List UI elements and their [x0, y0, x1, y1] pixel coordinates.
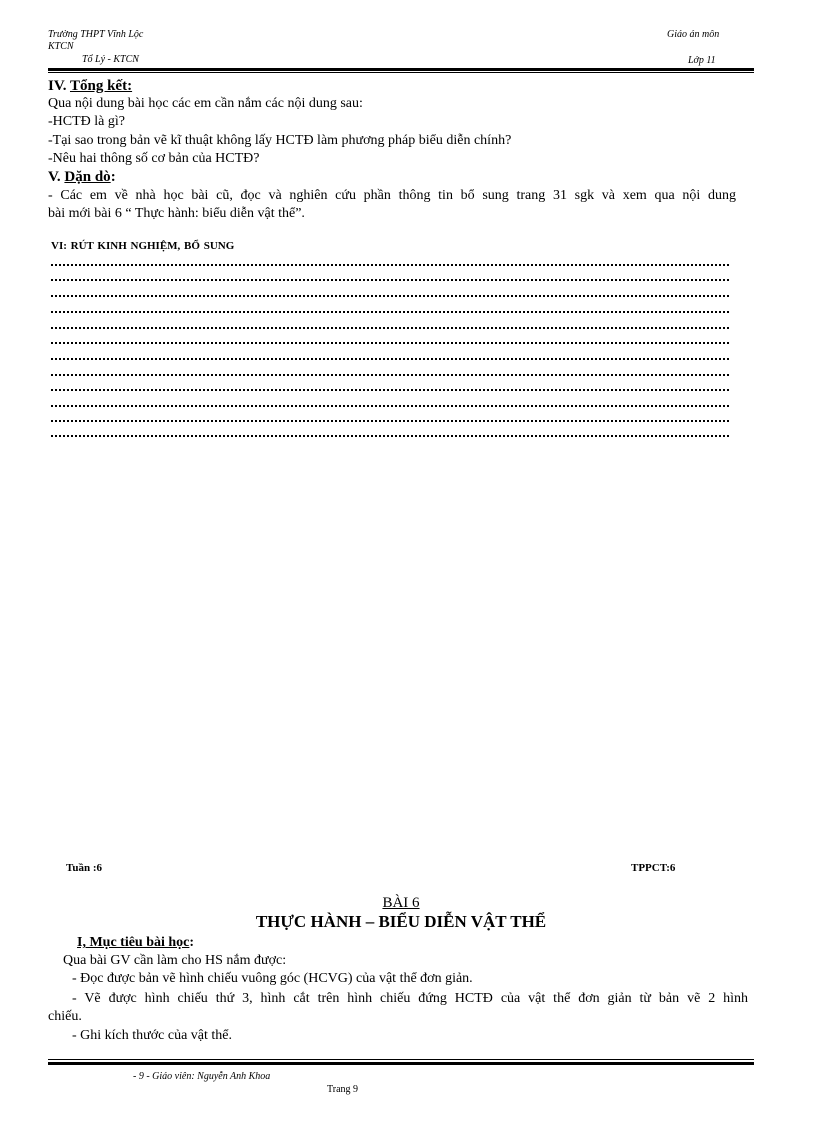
- section-v-line-1: - Các em về nhà học bài cũ, đọc và nghiên cứu phần thông tin bổ sung trang 31 sgk và xem qua nội dung: [48, 188, 736, 203]
- section-v-line-2: bài mới bài 6 “ Thực hành: biểu diễn vật thể”.: [48, 206, 305, 221]
- section-v-heading: [48, 168, 116, 186]
- section-iv-number: IV.: [48, 78, 67, 94]
- notes-line: [51, 295, 729, 297]
- section-iv-item-1: -HCTĐ là gì?: [48, 114, 125, 129]
- objective-2-line-1: - Vẽ được hình chiếu thứ 3, hình cắt trên hình chiếu đứng HCTĐ của vật thể đơn giản từ bản vẽ 2 hình: [72, 991, 748, 1006]
- lesson-number-text: BÀI 6: [382, 895, 420, 911]
- objectives-title: I, Mục tiêu bài học: [77, 935, 190, 950]
- objective-3: - Ghi kích thước của vật thể.: [72, 1028, 232, 1043]
- section-iv-heading: [48, 77, 132, 95]
- section-v-title: Dặn dò: [64, 169, 111, 185]
- week-label: Tuần :6: [66, 862, 102, 874]
- notes-line: [51, 389, 729, 391]
- section-v-colon: :: [110, 169, 116, 185]
- footer-rule-thin: [48, 1059, 754, 1060]
- section-v-number: V.: [48, 169, 61, 185]
- notes-line: [51, 264, 729, 266]
- objective-1: - Đọc được bản vẽ hình chiếu vuông góc (HCVG) của vật thể đơn giản.: [72, 971, 473, 986]
- teacher-name: - 9 - Giáo viên: Nguyễn Anh Khoa: [133, 1071, 271, 1082]
- section-iv-item-2: -Tại sao trong bản vẽ kĩ thuật không lấy HCTĐ làm phương pháp biểu diễn chính?: [48, 133, 512, 148]
- objectives-intro: Qua bài GV cần làm cho HS nắm được:: [63, 953, 287, 968]
- section-iv-title: Tổng kết:: [69, 78, 133, 94]
- school-name: Trường THPT Vĩnh Lộc: [48, 29, 144, 40]
- notes-line: [51, 435, 729, 437]
- footer-rule-thick: [48, 1062, 754, 1065]
- notes-line: [51, 311, 729, 313]
- notes-line: [51, 342, 729, 344]
- department: KTCN: [48, 41, 74, 52]
- lesson-title: THỰC HÀNH – BIỂU DIỄN VẬT THỂ: [255, 912, 547, 931]
- header-rule-thin: [48, 72, 754, 73]
- section-vi-title: VI: RÚT KINH NGHIỆM, BỔ SUNG: [51, 240, 235, 252]
- objectives-colon: :: [189, 935, 195, 950]
- page-number: Trang 9: [327, 1084, 359, 1095]
- notes-line: [51, 327, 729, 329]
- section-iv-intro: Qua nội dung bài học các em cần nắm các nội dung sau:: [48, 96, 363, 111]
- notes-line: [51, 358, 729, 360]
- period-label: TPPCT:6: [631, 862, 676, 874]
- notes-line: [51, 374, 729, 376]
- notes-line: [51, 420, 729, 422]
- notes-line: [51, 405, 729, 407]
- section-iv-item-3: -Nêu hai thông số cơ bản của HCTĐ?: [48, 151, 260, 166]
- subject-label: Giáo án môn: [667, 29, 720, 40]
- lesson-number: [0, 895, 802, 912]
- objectives-heading: [77, 934, 194, 952]
- objective-2-line-2: chiếu.: [48, 1009, 82, 1024]
- group-name: Tổ Lý - KTCN: [82, 54, 139, 65]
- header-rule-thick: [48, 68, 754, 71]
- notes-line: [51, 279, 729, 281]
- grade-label: Lớp 11: [688, 55, 716, 66]
